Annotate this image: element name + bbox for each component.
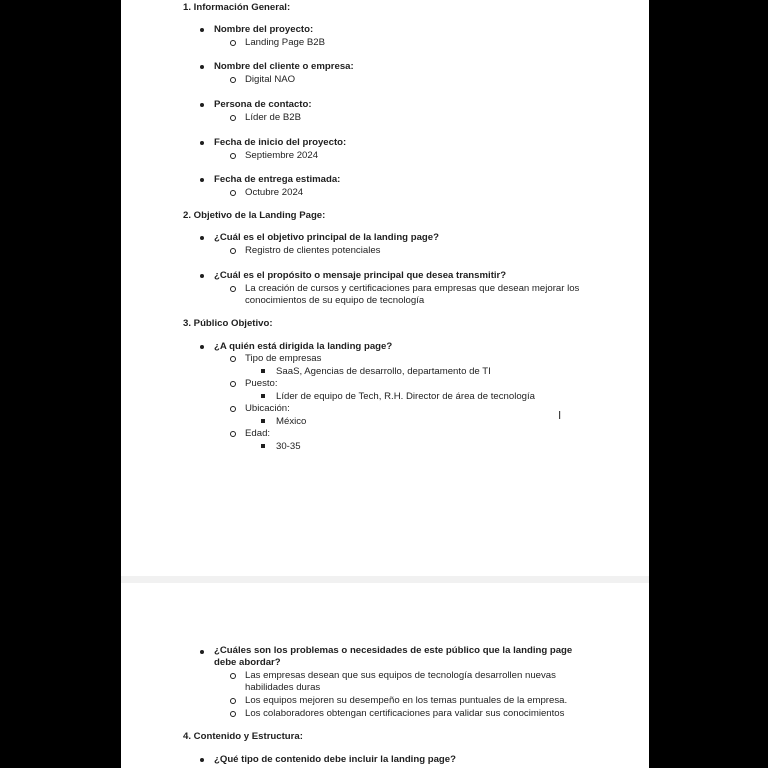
item-value: Líder de B2B xyxy=(245,112,302,123)
section-2-heading: 2. Objetivo de la Landing Page: xyxy=(183,210,326,221)
sub-bullet xyxy=(230,115,236,121)
bullet xyxy=(200,274,204,278)
answer-line-1: La creación de cursos y certificaciones para empresas que desean mejorar los xyxy=(245,283,580,294)
bullet xyxy=(200,103,204,107)
bullet xyxy=(200,178,204,182)
question-line-1: ¿Cuáles son los problemas o necesidades de este público que la landing page xyxy=(214,645,573,656)
need: Los equipos mejoren su desempeño en los temas puntuales de la empresa. xyxy=(245,695,568,706)
bullet xyxy=(200,28,204,32)
section-3-heading: 3. Público Objetivo: xyxy=(183,318,273,329)
need: Los colaboradores obtengan certificaciones para validar sus conocimientos xyxy=(245,708,565,719)
item-value: Digital NAO xyxy=(245,74,296,85)
text-cursor-icon: I xyxy=(558,409,562,422)
item-label: Fecha de entrega estimada: xyxy=(214,174,341,185)
item-value: Octubre 2024 xyxy=(245,187,304,198)
sub-bullet xyxy=(230,77,236,83)
puesto-label: Puesto: xyxy=(245,378,278,389)
sub-bullet xyxy=(230,381,236,387)
question: ¿A quién está dirigida la landing page? xyxy=(214,341,393,352)
sub-bullet xyxy=(230,698,236,704)
bullet xyxy=(200,345,204,349)
ubicacion-label: Ubicación: xyxy=(245,403,290,414)
tipo-label: Tipo de empresas xyxy=(245,353,322,364)
sub-sub-bullet xyxy=(261,394,265,398)
sub-bullet xyxy=(230,248,236,254)
sub-sub-bullet xyxy=(261,419,265,423)
item-label: Fecha de inicio del proyecto: xyxy=(214,137,347,148)
item-label: Persona de contacto: xyxy=(214,99,312,110)
bullet xyxy=(200,141,204,145)
edad-value: 30-35 xyxy=(276,441,301,452)
answer: Registro de clientes potenciales xyxy=(245,245,381,256)
answer-line-2: conocimientos de su equipo de tecnología xyxy=(245,295,425,306)
page-gap xyxy=(121,576,649,583)
sub-bullet xyxy=(230,356,236,362)
need-line-2: habilidades duras xyxy=(245,682,321,693)
section-1-heading: 1. Información General: xyxy=(183,2,291,13)
question: ¿Qué tipo de contenido debe incluir la landing page? xyxy=(214,754,456,765)
bullet xyxy=(200,758,204,762)
sub-bullet xyxy=(230,431,236,437)
puesto-value: Líder de equipo de Tech, R.H. Director de área de tecnología xyxy=(276,391,536,402)
item-value: Landing Page B2B xyxy=(245,37,326,48)
edad-label: Edad: xyxy=(245,428,271,439)
sub-bullet xyxy=(230,286,236,292)
sub-bullet xyxy=(230,711,236,717)
question-line-2: debe abordar? xyxy=(214,657,281,668)
bullet xyxy=(200,65,204,69)
sub-bullet xyxy=(230,40,236,46)
need-line-1: Las empresas desean que sus equipos de tecnología desarrollen nuevas xyxy=(245,670,556,681)
ubicacion-value: México xyxy=(276,416,307,427)
bullet xyxy=(200,236,204,240)
tipo-value: SaaS, Agencias de desarrollo, departamento de TI xyxy=(276,366,491,377)
sub-sub-bullet xyxy=(261,369,265,373)
sub-bullet xyxy=(230,153,236,159)
sub-bullet xyxy=(230,673,236,679)
item-label: Nombre del cliente o empresa: xyxy=(214,61,354,72)
sub-sub-bullet xyxy=(261,444,265,448)
question: ¿Cuál es el objetivo principal de la landing page? xyxy=(214,232,439,243)
sub-bullet xyxy=(230,406,236,412)
item-label: Nombre del proyecto: xyxy=(214,24,314,35)
sub-bullet xyxy=(230,190,236,196)
bullet xyxy=(200,650,204,654)
item-value: Septiembre 2024 xyxy=(245,150,319,161)
question: ¿Cuál es el propósito o mensaje principal que desea transmitir? xyxy=(214,270,507,281)
section-4-heading: 4. Contenido y Estructura: xyxy=(183,731,303,742)
